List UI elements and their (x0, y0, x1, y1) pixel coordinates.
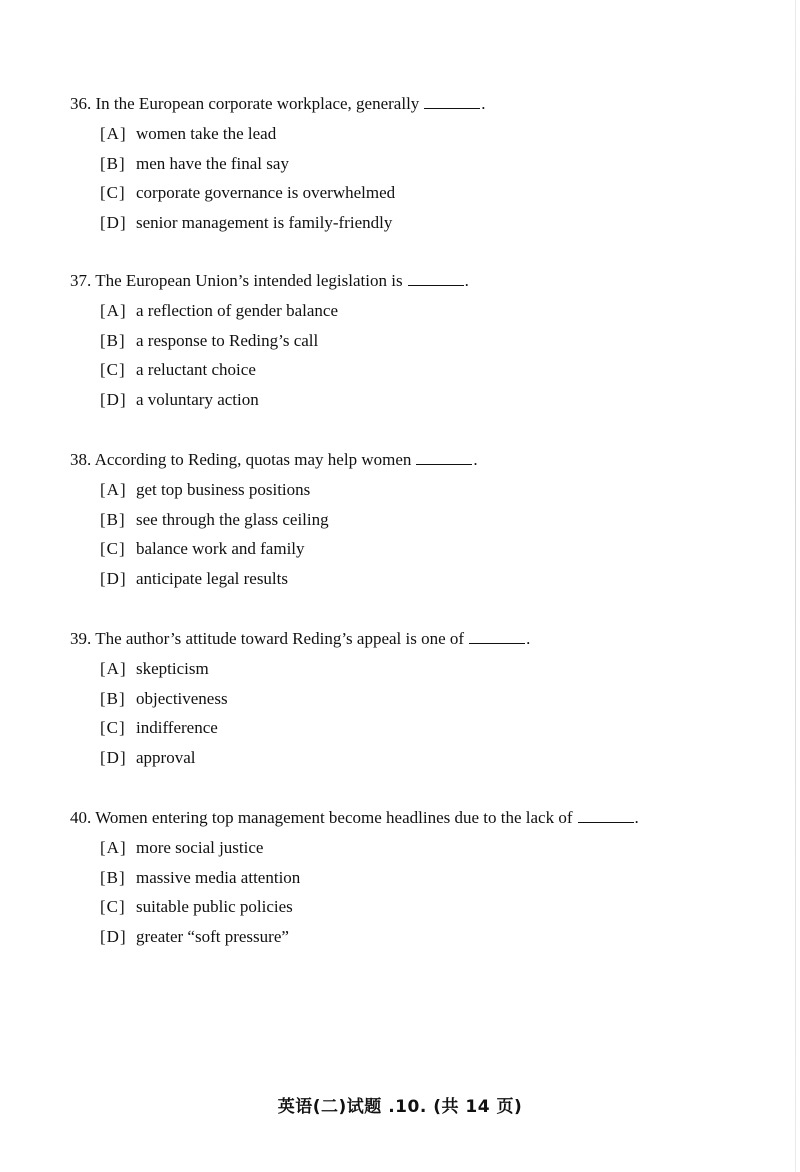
option-text: indifference (136, 718, 218, 738)
option-text: corporate governance is overwhelmed (136, 183, 396, 203)
question-number: 36. (70, 94, 92, 113)
option-text: more social justice (136, 838, 264, 857)
option-text: a voluntary action (136, 390, 259, 410)
option-a (70, 659, 770, 689)
option-c (70, 897, 770, 927)
option-c (70, 360, 770, 390)
question-stem: 40. Women entering top management become headlines due to the lack of . (70, 808, 639, 827)
answer-blank (469, 629, 525, 644)
option-text: anticipate legal results (136, 569, 288, 589)
option-letter: [C] (100, 183, 126, 203)
option-text: objectiveness (136, 688, 228, 708)
question-stem: 36. In the European corporate workplace, generally . (70, 94, 486, 113)
option-letter: [A] (100, 659, 127, 678)
option-c (70, 718, 770, 748)
question-number: 40. (70, 808, 92, 827)
option-text: suitable public policies (136, 897, 293, 917)
option-letter: [C] (100, 718, 126, 738)
option-letter: [D] (100, 213, 127, 233)
option-text: senior management is family-friendly (136, 213, 393, 233)
option-letter: [D] (100, 569, 127, 589)
option-b (70, 689, 770, 719)
option-a (70, 480, 770, 510)
option-text: massive media attention (136, 867, 301, 887)
page-edge-line (795, 0, 796, 1172)
option-letter: [C] (100, 360, 126, 380)
option-letter: [C] (100, 539, 126, 559)
option-b (70, 154, 770, 184)
answer-blank (408, 271, 464, 286)
option-text: a reflection of gender balance (136, 301, 338, 320)
question-38 (70, 450, 770, 599)
option-a (70, 124, 770, 154)
option-text: a reluctant choice (136, 360, 256, 380)
question-text: The author’s attitude toward Reding’s appeal is one of (95, 629, 465, 648)
question-number: 37. (70, 271, 92, 290)
option-text: skepticism (136, 659, 209, 678)
question-number: 38. (70, 450, 92, 469)
option-letter: [B] (100, 688, 126, 708)
option-text: see through the glass ceiling (136, 509, 329, 529)
option-letter: [A] (100, 480, 127, 499)
option-letter: [A] (100, 838, 127, 857)
question-stem: 37. The European Union’s intended legislation is . (70, 271, 469, 290)
option-letter: [B] (100, 867, 126, 887)
option-letter: [A] (100, 301, 127, 320)
question-37 (70, 271, 770, 420)
option-text: greater “soft pressure” (136, 927, 289, 947)
answer-blank (424, 94, 480, 109)
option-d (70, 927, 770, 957)
option-letter: [C] (100, 897, 126, 917)
option-letter: [B] (100, 153, 126, 173)
question-36 (70, 94, 770, 243)
option-text: women take the lead (136, 124, 277, 143)
option-text: get top business positions (136, 480, 311, 499)
option-d (70, 569, 770, 599)
option-b (70, 868, 770, 898)
answer-blank (416, 450, 472, 465)
option-b (70, 510, 770, 540)
option-letter: [B] (100, 330, 126, 350)
option-d (70, 748, 770, 778)
option-a (70, 838, 770, 868)
question-number: 39. (70, 629, 92, 648)
question-text: According to Reding, quotas may help women (94, 450, 412, 469)
option-letter: [D] (100, 927, 127, 947)
option-text: men have the final say (136, 153, 289, 173)
option-b (70, 331, 770, 361)
option-c (70, 183, 770, 213)
question-stem: 38. According to Reding, quotas may help women . (70, 450, 478, 469)
option-text: a response to Reding’s call (136, 330, 319, 350)
answer-blank (578, 808, 634, 823)
option-letter: [A] (100, 124, 127, 143)
option-text: balance work and family (136, 539, 305, 559)
option-c (70, 539, 770, 569)
option-d (70, 213, 770, 243)
page-footer: 英语(二)试题 .10. (共 14 页) (277, 1097, 523, 1117)
question-text: In the European corporate workplace, generally (95, 94, 420, 113)
question-text: The European Union’s intended legislation is (95, 271, 403, 290)
question-text: Women entering top management become headlines due to the lack of (95, 808, 573, 827)
option-letter: [D] (100, 748, 127, 768)
option-letter: [B] (100, 509, 126, 529)
question-40 (70, 808, 770, 957)
question-stem: 39. The author’s attitude toward Reding’s appeal is one of . (70, 629, 531, 648)
option-letter: [D] (100, 390, 127, 410)
option-a (70, 301, 770, 331)
question-39 (70, 629, 770, 778)
option-d (70, 390, 770, 420)
option-text: approval (136, 748, 196, 768)
